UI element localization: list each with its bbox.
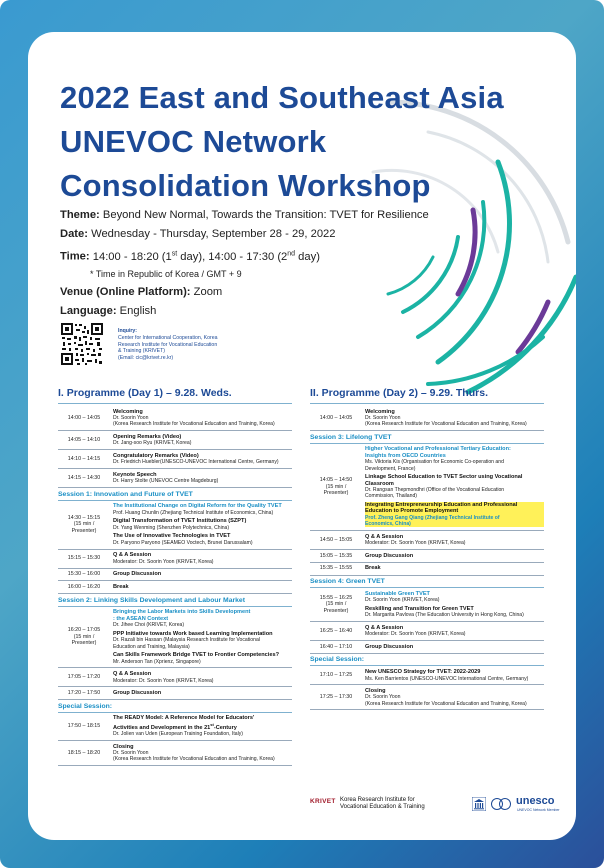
title-line-2: UNEVOC Network	[60, 124, 327, 159]
time-note: Presenter)	[323, 490, 349, 497]
title-line-1: 2022 East and Southeast Asia	[60, 80, 504, 115]
item-title: Sustainable Green TVET	[365, 590, 430, 597]
theme-row	[60, 208, 480, 223]
item-speaker: Dr. Jihee Choi (KRIVET, Korea)	[113, 622, 185, 629]
item-affiliation: Development, France)	[365, 465, 416, 472]
programme-day-2	[310, 387, 544, 710]
table-row	[58, 569, 292, 582]
row-time: 16:00 – 16:20	[67, 583, 101, 590]
item-title: Closing	[113, 743, 134, 750]
item-title: Opening Remarks (Video)	[113, 433, 182, 440]
item-title: Congratulatory Remarks (Video)	[113, 452, 199, 459]
item-title: PPP Initiative towards Work based Learning Implementation	[113, 630, 273, 637]
qr-code-icon[interactable]	[60, 322, 104, 366]
programme-day-1	[58, 387, 292, 766]
language-label: Language:	[60, 304, 117, 317]
item-title: Closing	[365, 687, 386, 694]
item-title-cont: Insights from OECD Countries	[365, 452, 446, 459]
venue-value: Zoom	[193, 285, 223, 298]
table-row	[310, 444, 544, 531]
table-row	[58, 550, 292, 569]
table-row	[310, 550, 544, 563]
item-speaker: Dr. Paryono Paryono (SEAMEO Voctech, Brunei Darussalam)	[113, 539, 253, 546]
item-speaker: Dr. Yang Wenming (Shenzhen Polytechnics, China)	[113, 524, 230, 531]
table-row	[58, 450, 292, 469]
row-time: 17:20 – 17:50	[67, 689, 101, 696]
time-note: (15 min /	[73, 633, 95, 640]
item-speaker: Dr. Harry Stolte (UNEVOC Centre Magdeburg)	[113, 478, 219, 485]
item-title: Group Discussion	[113, 689, 162, 696]
table-row	[58, 741, 292, 766]
item-title: Can Skills Framework Bridge TVET to Frontier Competencies?	[113, 652, 279, 658]
row-time: 14:00 – 14:05	[67, 414, 101, 421]
item-title: Reskilling and Transition for Green TVET	[365, 605, 474, 612]
table-row	[310, 588, 544, 622]
inquiry-email[interactable]: (Email: cic@krivet.re.kr)	[118, 355, 174, 362]
krivet-name-line-2: Vocational Education & Training	[340, 804, 425, 810]
inquiry-line-2: Research Institute for Vocational Education	[118, 341, 218, 348]
theme-value: Beyond New Normal, Towards the Transition: TVET for Resilience	[102, 209, 429, 221]
special-session-heading: Special Session:	[310, 654, 544, 667]
krivet-logo: KRIVET	[310, 798, 336, 805]
inquiry-text	[118, 328, 268, 362]
row-time: 14:10 – 14:15	[67, 455, 101, 462]
item-title: Bringing the Labor Markets into Skills Development	[113, 609, 251, 616]
row-time	[58, 627, 110, 647]
item-affiliation: (Korea Research Institute for Vocational Education and Training, Korea)	[113, 421, 275, 428]
item-title: Group Discussion	[365, 552, 414, 559]
unesco-temple-icon	[472, 797, 486, 811]
inquiry-line-1: Center for International Cooperation, Korea	[118, 334, 218, 341]
inquiry-line-3: & Training (KRIVET)	[118, 348, 165, 355]
venue-row	[60, 285, 480, 300]
time-note: Presenter)	[71, 527, 97, 534]
item-title: Break	[365, 565, 381, 572]
language-row	[60, 304, 480, 319]
item-title-cont: Classroom	[365, 480, 394, 487]
time-part-3: day)	[295, 250, 320, 263]
item-title: New UNESCO Strategy for TVET: 2022-2029	[365, 668, 481, 675]
item-title: Q & A Session	[113, 670, 152, 677]
row-time: 14:50 – 15:05	[319, 536, 353, 543]
table-row	[58, 581, 292, 594]
item-affiliation: Commission, Thailand)	[365, 493, 417, 500]
time-part-1: 14:00 - 18:20 (1	[92, 250, 172, 263]
item-speaker: Moderator: Dr. Soorin Yoon (KRIVET, Korea)	[365, 540, 466, 547]
row-time: 18:15 – 18:20	[67, 749, 101, 756]
venue-label: Venue (Online Platform):	[60, 285, 191, 298]
item-speaker: Dr. Margarita Pavlova (The Education University in Hong Kong, China)	[365, 612, 524, 619]
krivet-name	[340, 797, 450, 811]
arc-teal-bottom	[468, 277, 576, 392]
item-title: The Use of Innovative Technologies in TVET	[113, 533, 231, 540]
item-speaker: Dr. Rangsan Thepmondhri (Office of the Vocational Education	[365, 487, 505, 494]
item-title: Group Discussion	[113, 571, 162, 578]
row-time: 14:00 – 14:05	[319, 414, 353, 421]
item-speaker: Ms. Ken Barrientos (UNESCO-UNEVOC International Centre, Germany)	[365, 675, 529, 682]
item-affiliation	[365, 521, 544, 527]
table-row	[58, 501, 292, 550]
table-row	[310, 641, 544, 654]
table-row	[58, 668, 292, 687]
item-speaker: Mr. Anderson Tan (Xprienz, Singapore)	[113, 658, 201, 665]
item-title: Q & A Session	[365, 624, 404, 631]
row-time: 14:05 – 14:10	[67, 436, 101, 443]
item-title: Welcoming	[113, 408, 143, 415]
session-2-heading: Session 2: Linking Skills Development and Labour Market	[58, 594, 292, 607]
item-title-cont: : the ASEAN Context	[113, 615, 169, 622]
krivet-name-line-1: Korea Research Institute for	[340, 797, 415, 803]
time-label: Time:	[60, 250, 90, 263]
inquiry-heading: Inquiry:	[118, 328, 138, 334]
title-line-3: Consolidation Workshop	[60, 168, 431, 203]
table-row	[58, 469, 292, 488]
table-row	[310, 622, 544, 641]
time-note: * Time in Republic of Korea / GMT + 9	[90, 268, 242, 279]
special-session-heading: Special Session:	[58, 700, 292, 713]
speaker-part: Prof. Zheng Gang Qiang (Zhejiang Technical Institute of	[365, 515, 500, 522]
unesco-logo-text: unesco	[516, 795, 555, 807]
item-speaker: Dr. Jang-soo Ryu (KRIVET, Korea)	[113, 440, 192, 447]
item-speaker: Dr. Soorin Yoon	[365, 694, 401, 701]
row-time: 15:15 – 15:30	[67, 555, 101, 562]
item-title-cont	[365, 508, 544, 515]
item-title: Q & A Session	[365, 533, 404, 540]
row-time: 17:50 – 18:15	[67, 723, 101, 730]
item-affiliation: (Korea Research Institute for Vocational Education and Training, Korea)	[365, 421, 527, 428]
item-title: The READY Model: A Reference Model for Educators'	[113, 715, 255, 722]
row-time: 15:05 – 15:35	[319, 552, 353, 559]
time-note: (15 min /	[73, 521, 95, 528]
row-time: 17:10 – 17:25	[319, 672, 353, 678]
date-row	[60, 227, 480, 242]
theme-label: Theme:	[60, 209, 100, 221]
item-title: Digital Transformation of TVET Institutions (SZPT)	[113, 518, 247, 525]
title-sup: st	[210, 721, 214, 727]
item-title: Group Discussion	[365, 643, 414, 650]
item-speaker: Moderator: Dr. Soorin Yoon (KRIVET, Korea)	[113, 558, 214, 565]
affiliation-part: Economics, China)	[365, 521, 411, 528]
time-sup-2: nd	[287, 250, 296, 257]
row-time: 17:05 – 17:20	[67, 674, 101, 681]
row-time: 15:35 – 15:55	[319, 565, 353, 572]
item-speaker: Prof. Huang Chunlin (Zhejiang Technical Institute of Economics, China)	[113, 509, 274, 516]
row-time	[310, 595, 362, 615]
row-time	[58, 515, 110, 535]
row-time: 14:15 – 14:30	[67, 474, 101, 481]
row-time: 16:25 – 16:40	[319, 627, 353, 634]
row-time: 15:30 – 16:00	[67, 571, 101, 578]
item-title: The Institutional Change on Digital Reform for the Quality TVET	[113, 503, 282, 510]
item-title: Higher Vocational and Professional Tertiary Education:	[365, 446, 511, 453]
poster	[28, 32, 576, 840]
table-row	[58, 713, 292, 741]
table-row	[310, 685, 544, 710]
inquiry-block	[60, 322, 320, 372]
date-value: Wednesday - Thursday, September 28 - 29, 2022	[91, 228, 336, 240]
time-range: 14:05 – 14:50	[319, 476, 353, 483]
item-affiliation: Education and Training, Malaysia)	[113, 643, 190, 650]
item-title: Q & A Session	[113, 552, 152, 559]
table-row	[310, 406, 544, 431]
time-range: 15:55 – 16:25	[319, 594, 353, 601]
time-note: Presenter)	[71, 640, 97, 647]
item-title: Keynote Speech	[113, 471, 157, 478]
highlighted-item	[365, 502, 544, 528]
time-value	[93, 251, 320, 263]
time-note: Presenter)	[323, 607, 349, 614]
item-title: Linkage School Education to TVET Sector using Vocational	[365, 474, 523, 481]
footer-logos	[310, 794, 560, 816]
language-value: English	[119, 304, 157, 317]
session-3-heading: Session 3: Lifelong TVET	[310, 431, 544, 444]
table-row	[58, 406, 292, 431]
table-row	[310, 531, 544, 550]
title-part: Integrating Entrepreneurship Education and Professional	[365, 501, 518, 508]
item-speaker: Ms. Viktoria Kis (Organisation for Economic Co-operation and	[365, 459, 504, 466]
table-row	[58, 431, 292, 450]
day-2-heading: II. Programme (Day 2) – 9.29. Thurs.	[310, 387, 544, 404]
row-time: 17:25 – 17:30	[319, 694, 353, 701]
event-info	[60, 208, 480, 323]
time-row	[60, 246, 480, 265]
title-part: Education to Promote Employment	[365, 508, 459, 515]
item-speaker: Dr. Soorin Yoon	[113, 750, 149, 757]
session-4-heading: Session 4: Green TVET	[310, 576, 544, 589]
item-speaker: Dr. Soorin Yoon	[365, 415, 401, 422]
table-row	[58, 607, 292, 669]
item-speaker: Dr. Friedrich Huebler(UNESCO-UNEVOC International Centre, Germany)	[113, 459, 279, 466]
time-range: 16:20 – 17:05	[67, 627, 101, 634]
arc-purple-2	[518, 302, 548, 352]
item-title	[365, 502, 544, 509]
arc-teal-bottom-2	[428, 337, 543, 384]
unesco-subtitle: UNEVOC Network Member	[517, 808, 560, 812]
item-affiliation: (Korea Research Institute for Vocational Education and Training, Korea)	[365, 700, 527, 707]
time-note: (15 min /	[325, 483, 347, 490]
table-row	[310, 666, 544, 685]
item-title: Welcoming	[365, 408, 395, 415]
item-speaker: Dr. Soorin Yoon (KRIVET, Korea)	[365, 597, 440, 604]
item-speaker: Dr. Soorin Yoon	[113, 415, 149, 422]
title-part: Activities and Development in the 21	[113, 724, 211, 731]
item-title-cont	[113, 722, 292, 731]
time-sup-1: st	[171, 250, 178, 257]
item-affiliation: (Korea Research Institute for Vocational Education and Training, Korea)	[113, 756, 275, 763]
item-speaker: Dr. Razali bin Hassan (Malaysia Research Institute for Vocational	[113, 637, 260, 644]
time-part-2: day), 14:00 - 17:30 (2	[177, 250, 288, 263]
title-part: -Century	[213, 724, 237, 731]
table-row	[58, 687, 292, 700]
session-1-heading: Session 1: Innovation and Future of TVET	[58, 488, 292, 501]
table-row	[310, 563, 544, 576]
row-time	[310, 477, 362, 497]
time-note: (15 min /	[325, 601, 347, 608]
time-range: 14:30 – 15:15	[67, 514, 101, 521]
date-label: Date:	[60, 228, 88, 240]
item-speaker: Moderator: Dr. Soorin Yoon (KRIVET, Korea)	[113, 677, 214, 684]
item-speaker: Dr. Jolien van Uden (European Training Foundation, Italy)	[113, 731, 243, 738]
item-title: Break	[113, 583, 129, 590]
row-time: 16:40 – 17:10	[319, 643, 353, 650]
item-speaker: Moderator: Dr. Soorin Yoon (KRIVET, Korea)	[365, 631, 466, 638]
workshop-title	[60, 76, 550, 208]
unevoc-network-icon	[490, 797, 512, 811]
day-1-heading: I. Programme (Day 1) – 9.28. Weds.	[58, 387, 292, 404]
